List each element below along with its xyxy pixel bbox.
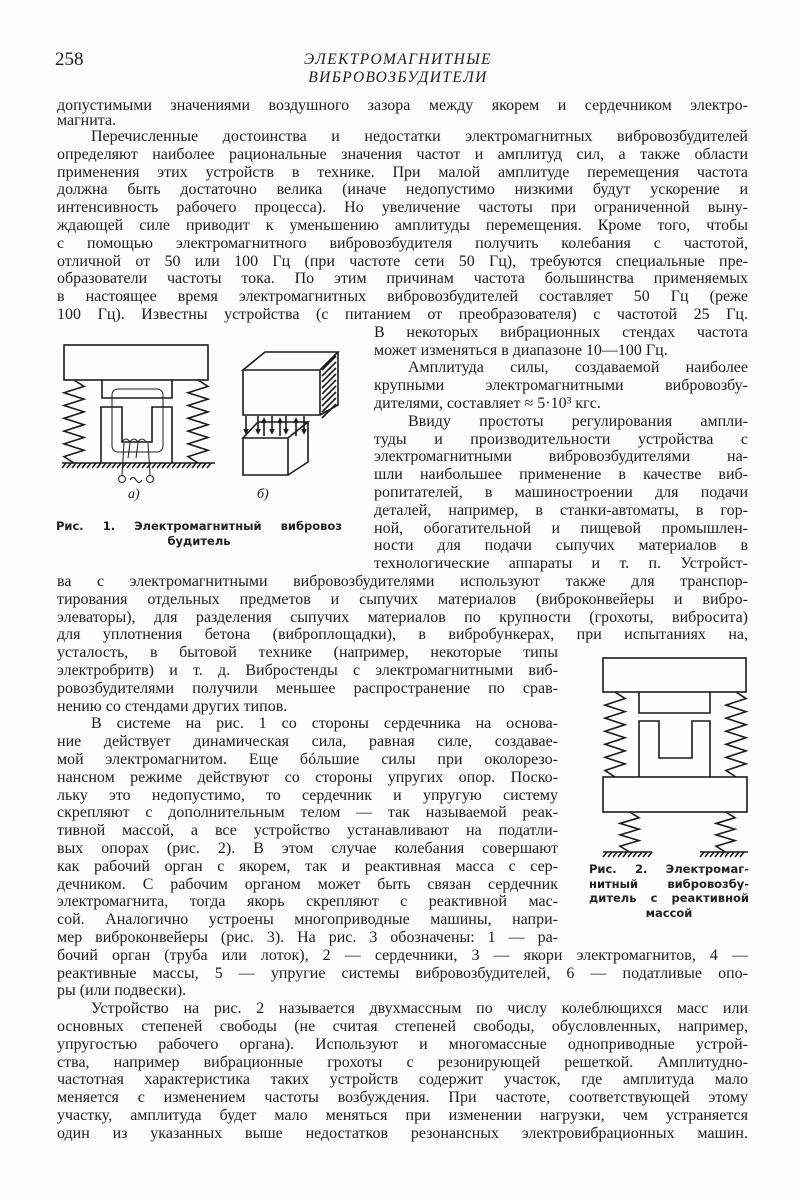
text-line: один из указанных выше недостатков резонансных электровибрационных машин.	[57, 1124, 748, 1142]
spring	[620, 812, 639, 852]
springs	[605, 692, 746, 852]
text-line: ропитателей, в машиностроении для подачи	[374, 484, 748, 501]
text-line: дечником. С рабочим органом может быть связан сердечник	[57, 875, 558, 893]
text-line: интенсивность рабочего процесса). Но увеличение частоты при ограниченной выну-	[57, 199, 748, 217]
text-line: нению со стендами других типов.	[57, 697, 288, 715]
text-line: для уплотнения бетона (виброплощадки), в вибробункерах, при испытаниях на,	[57, 626, 748, 644]
text-line: В системе на рис. 1 со стороны сердечника на основа-	[91, 715, 558, 733]
arrow-down-icon	[270, 416, 274, 433]
spring	[64, 380, 84, 463]
spring	[605, 692, 625, 777]
text-line: бочий орган (труба или лоток), 2 — сердечники, 3 — якори электромагнитов, 4 —	[57, 946, 748, 964]
text-line: ства, например вибрационные грохоты с резонирующей решеткой. Амплитудно-	[57, 1053, 748, 1071]
text-line: ждающей силе приводит к уменьшению амплитуды перемещения. Кроме того, чтобы	[57, 217, 748, 234]
caption-line: массой	[645, 905, 693, 920]
text-line: упругостью рабочего органа). Используют и многомассные одноприводные устрой-	[57, 1035, 748, 1053]
armature	[639, 692, 710, 713]
spring	[726, 692, 746, 777]
text-line: нансном режиме действуют со стороны упругих опор. Поско-	[57, 768, 558, 786]
text-line: ности для подачи сыпучих материалов в	[374, 537, 748, 555]
text-line: определяют наиболее рациональные значения частот и амплитуд сил, а также области	[57, 145, 748, 163]
text-line: технологические аппараты и т. п. Устройст-	[374, 555, 748, 573]
text-line: электромагнита, тогда якорь скрепляют с реактивной мас-	[57, 893, 558, 911]
text-line: ва с электромагнитными вибровозбудителями используют также для транспор-	[57, 573, 748, 590]
text-line: ровозбудителями получили меньшее распространение по срав-	[57, 679, 558, 697]
text-line: Перечисленные достоинства и недостатки электромагнитных вибровозбудителей	[91, 128, 748, 145]
text-line: образователи частоты тока. По этим причинам частота большинства применяемых	[57, 270, 748, 288]
text-line: Амплитуда силы, создаваемой наиболее	[408, 359, 748, 377]
running-title: ЭЛЕКТРОМАГНИТНЫЕ ВИБРОВОЗБУДИТЕЛИ	[303, 51, 493, 86]
figure-1a-label: а)	[128, 487, 140, 502]
text-line: туды и производительности устройства с	[374, 430, 748, 448]
text-line: может изменяться в диапазоне 10—100 Гц.	[374, 341, 668, 359]
ac-symbol-icon	[130, 478, 142, 483]
spring	[716, 812, 735, 852]
text-line: элеваторы), для разделения сыпучих материалов по крупности (грохоты, вибросита)	[57, 608, 748, 626]
text-line: 100 Гц). Известны устройства (с питанием от преобразователя) с частотой 25 Гц.	[57, 306, 748, 323]
text-line: Устройство на рис. 2 называется двухмассным по числу колеблющихся масс или	[91, 1000, 748, 1018]
text-line: крупными электромагнитными вибровозбу-	[374, 377, 748, 395]
core	[639, 721, 710, 777]
text-line: магнита.	[57, 112, 117, 129]
text-line: вых опорах (рис. 2). В этом случае колебания совершают	[57, 840, 558, 857]
figure-1a-electromagnetic-exciter	[62, 345, 215, 483]
text-line: как рабочий орган с якорем, так и реактивная масса с сер-	[57, 857, 558, 875]
text-line: реактивные массы, 5 — упругие системы вибровозбудителей, 6 — податливые опо-	[57, 964, 748, 982]
text-line: частотная характеристика таких устройств содержит участок, где амплитуда мало	[57, 1071, 748, 1089]
figure-1-caption	[56, 519, 342, 548]
text-line: мер виброконвейеры (рис. 3). На рис. 3 обозначены: 1 — ра-	[57, 929, 558, 946]
text-line: скрепляют с дополнительным телом — так называемой реак-	[57, 804, 558, 822]
caption-line: дитель с реактивной	[589, 891, 749, 905]
upper-block	[243, 352, 338, 415]
text-line: должна быть достаточно велика (иначе недопустимо низкими будут ускорение и	[57, 181, 748, 199]
text-line: мой электромагнитом. Еще бóльшие силы при околорезо-	[57, 751, 558, 768]
text-line: допустимыми значениями воздушного зазора между якорем и сердечником электро-	[57, 97, 748, 114]
text-line: ной, обогатительной и пищевой промышлен-	[374, 519, 748, 537]
arrow-down-icon	[244, 416, 248, 433]
working-body	[603, 658, 746, 692]
arrow-down-icon	[284, 416, 288, 433]
terminal-right	[147, 476, 154, 483]
coil-leads	[122, 443, 150, 475]
figure-2-caption	[589, 862, 749, 920]
lower-block	[243, 422, 308, 475]
text-line: дителями, составляет ≈ 5·10³ кгс.	[374, 395, 601, 412]
text-line: электромагнитными вибровозбудителями на-	[374, 448, 748, 466]
text-line: меняется с изменением частоты возбуждения. При частоте, соответствующей этому	[57, 1089, 748, 1107]
text-line: шли наибольшее применение в качестве виб-	[374, 466, 748, 484]
springs	[64, 380, 208, 463]
text-line: электробритв) и т. д. Вибростенды с электромагнитными виб-	[57, 662, 558, 679]
reactive-mass	[603, 777, 747, 812]
terminal-left	[119, 476, 126, 483]
text-line: участку, амплитуда будет мало меняться при изменении нагрузки, чем устраняется	[57, 1107, 748, 1124]
working-body	[64, 345, 208, 380]
figure-1b-pole-pieces	[243, 352, 338, 475]
text-line: льку это недопустимо, то сердечник и упругую систему	[57, 786, 558, 804]
text-line: В некоторых вибрационных стендах частота	[374, 323, 748, 341]
figure-2-exciter-with-reactive-mass	[603, 658, 748, 857]
caption-line: Рис. 2. Электромаг-	[589, 862, 749, 876]
caption-line: нитный вибровозбу-	[589, 876, 749, 891]
text-line: сой. Аналогично устроены многоприводные машины, напри-	[57, 911, 558, 929]
text-line: усталость, в бытовой технике (например, некоторые типы	[57, 644, 558, 662]
spring	[188, 380, 208, 463]
text-line: тирования отдельных предметов и сыпучих материалов (виброконвейеры и вибро-	[57, 590, 748, 608]
page-number: 258	[55, 49, 84, 70]
caption-line: будитель	[167, 533, 231, 548]
caption-line: Рис. 1. Электромагнитный вибровоз	[56, 519, 342, 533]
text-line: Ввиду простоты регулирования ампли-	[408, 412, 748, 430]
text-line: ние действует динамическая сила, равная силе, создавае-	[57, 733, 558, 751]
text-line: в настоящее время электромагнитных вибровозбудителей составляет 50 Гц (реже	[57, 288, 748, 306]
text-line: деталей, например, в станки-автоматы, в гор-	[374, 501, 748, 519]
text-line: тивной массой, а все устройство устанавливают на податли-	[57, 822, 558, 840]
text-line: основных степеней свободы (не считая степеней свободы, обусловленных, например,	[57, 1018, 748, 1035]
text-line: отличной от 50 или 100 Гц (при частоте сети 50 Гц), требуются специальные пре-	[57, 252, 748, 270]
text-line: применения этих устройств в технике. При малой амплитуде перемещения частота	[57, 163, 748, 181]
text-line: ры (или подвески).	[57, 982, 187, 1000]
figure-1b-label: б)	[257, 487, 269, 502]
text-line: с помощью электромагнитного вибровозбудителя получить колебания с частотой,	[57, 234, 748, 252]
